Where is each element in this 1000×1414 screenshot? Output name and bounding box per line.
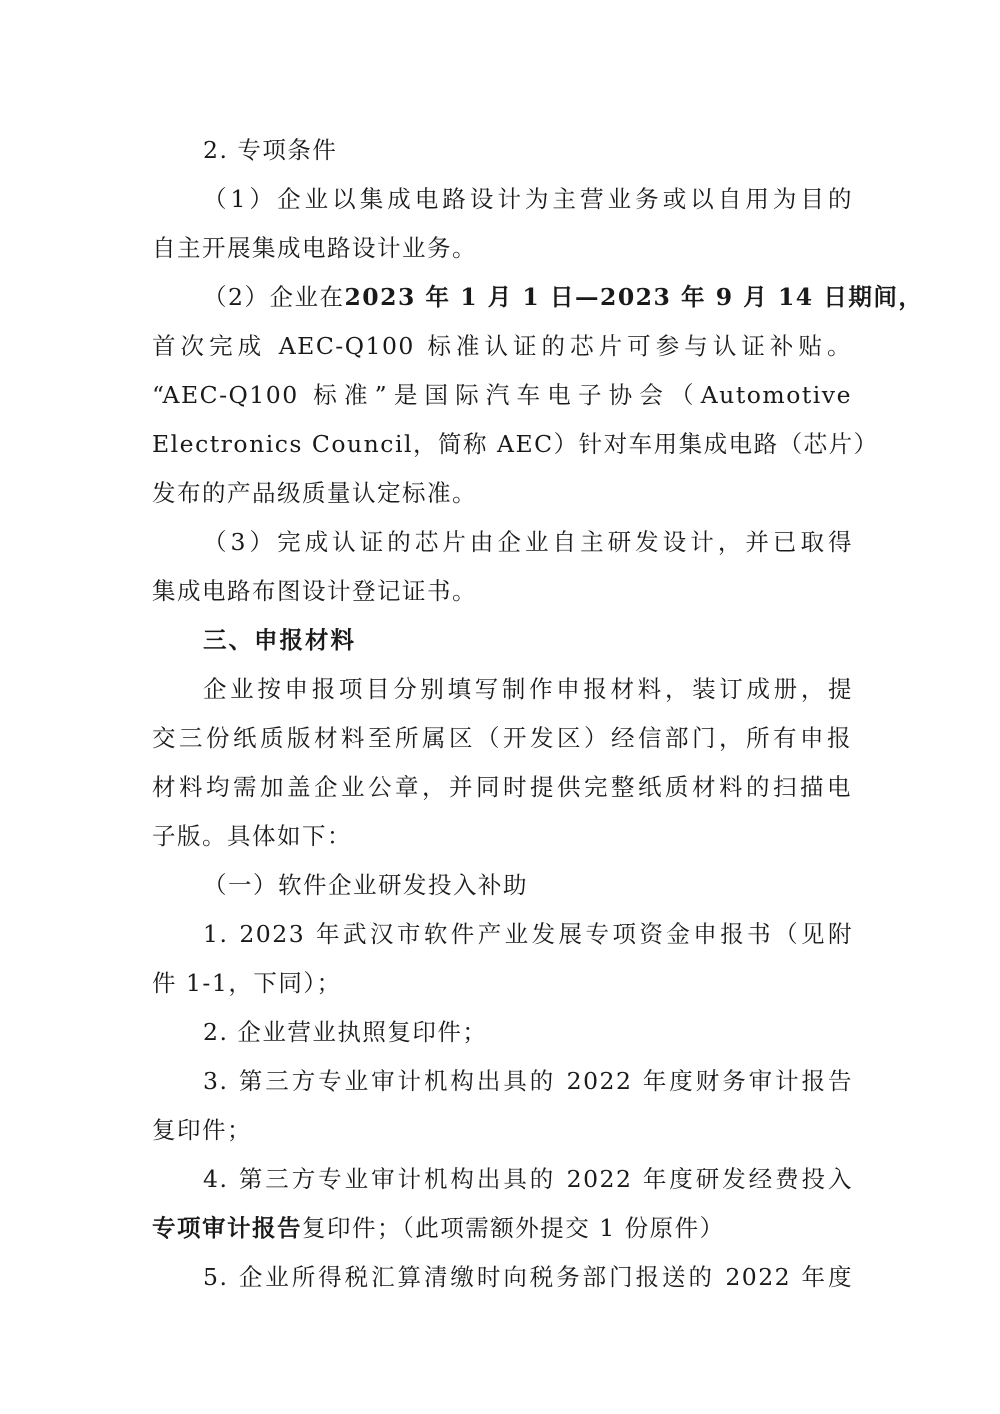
item-4-bold-phrase: 专项审计报告	[152, 1214, 302, 1242]
item-4-line-2	[152, 1212, 852, 1244]
condition-2-date-range: 2023 年 1 月 1 日—2023 年 9 月 14 日期间，	[344, 283, 924, 311]
condition-2-line-5: 发布的产品级质量认定标准。	[152, 479, 477, 507]
condition-2-line-2: 首次完成 AEC-Q100 标准认证的芯片可参与认证补贴。	[152, 332, 852, 360]
condition-1-line-2: 自主开展集成电路设计业务。	[152, 234, 477, 262]
condition-2-line-4: Electronics Council，简称 AEC）针对车用集成电路（芯片）	[152, 430, 879, 458]
section-2-title: 2. 专项条件	[203, 136, 338, 164]
condition-3-line-2: 集成电路布图设计登记证书。	[152, 577, 477, 605]
item-1-line-2: 件 1-1，下同）；	[152, 969, 342, 997]
materials-intro-line-3: 材料均需加盖企业公章，并同时提供完整纸质材料的扫描电	[152, 773, 852, 801]
condition-1-line-1: （1）企业以集成电路设计为主营业务或以自用为目的	[203, 185, 853, 213]
condition-2-line-1	[203, 281, 924, 313]
item-3-line-2: 复印件；	[152, 1116, 252, 1144]
materials-intro-line-2: 交三份纸质版材料至所属区（开发区）经信部门，所有申报	[152, 724, 852, 752]
item-4-rest: 复印件；（此项需额外提交 1 份原件）	[302, 1214, 725, 1242]
subsection-1-title: （一）软件企业研发投入补助	[203, 871, 528, 899]
item-2: 2. 企业营业执照复印件；	[203, 1018, 488, 1046]
item-1-line-1: 1. 2023 年武汉市软件产业发展专项资金申报书（见附	[203, 920, 853, 948]
section-3-heading: 三、申报材料	[203, 626, 356, 654]
item-3-line-1: 3. 第三方专业审计机构出具的 2022 年度财务审计报告	[203, 1067, 853, 1095]
materials-intro-line-4: 子版。具体如下：	[152, 822, 352, 850]
materials-intro-line-1: 企业按申报项目分别填写制作申报材料，装订成册，提	[203, 675, 853, 703]
item-4-line-1: 4. 第三方专业审计机构出具的 2022 年度研发经费投入	[203, 1165, 853, 1193]
condition-2-prefix: （2）企业在	[203, 283, 345, 311]
condition-3-line-1: （3）完成认证的芯片由企业自主研发设计，并已取得	[203, 528, 853, 556]
item-5-line-1: 5. 企业所得税汇算清缴时向税务部门报送的 2022 年度	[203, 1263, 853, 1291]
condition-2-line-3: “AEC-Q100 标准”是国际汽车电子协会（Automotive	[152, 381, 852, 409]
